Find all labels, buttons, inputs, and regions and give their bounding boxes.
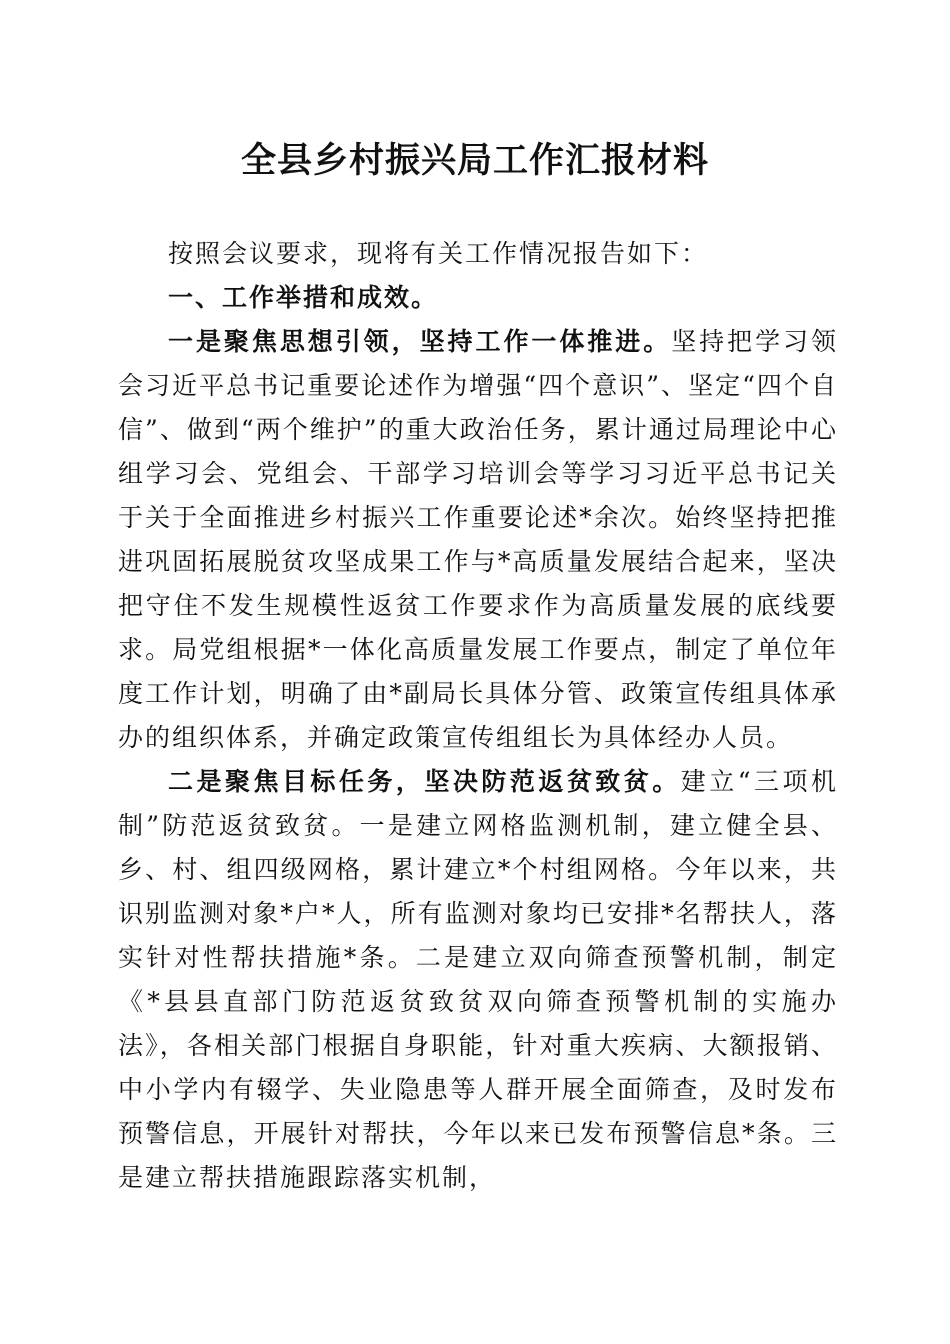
document-body [118,232,838,1200]
paragraph-1-text: 坚持把学习领会习近平总书记重要论述作为增强“四个意识”、坚定“四个自信”、做到“两个维护”的重大政治任务，累计通过局理论中心组学习会、党组会、干部学习培训会等学习习近平总书记关于关于全面推进乡村振兴工作重要论述*余次。始终坚持把推进巩固拓展脱贫攻坚成果工作与*高质量发展结合起来，坚决把守住不发生规模性返贫工作要求作为高质量发展的底线要求。局党组根据*一体化高质量发展工作要点，制定了单位年度工作计划，明确了由*副局长具体分管、政策宣传组具体承办的组织体系，并确定政策宣传组组长为具体经办人员。 [118,327,838,752]
intro-paragraph: 按照会议要求，现将有关工作情况报告如下： [168,239,709,268]
paragraph-1 [118,320,838,760]
paragraph-2-lead: 二是聚焦目标任务，坚决防范返贫致贫。 [168,767,681,796]
section-heading: 一、工作举措和成效。 [168,283,439,312]
paragraph-2 [118,760,838,1200]
paragraph-1-lead: 一是聚焦思想引领，坚持工作一体推进。 [168,327,672,356]
document-title: 全县乡村振兴局工作汇报材料 [240,140,709,181]
paragraph-2-text: 建立“三项机制”防范返贫致贫。一是建立网格监测机制，建立健全县、乡、村、组四级网格，累计建立*个村组网格。今年以来，共识别监测对象*户*人，所有监测对象均已安排*名帮扶人，落实针对性帮扶措施*条。二是建立双向筛查预警机制，制定《*县县直部门防范返贫致贫双向筛查预警机制的实施办法》，各相关部门根据自身职能，针对重大疾病、大额报销、中小学内有辍学、失业隐患等人群开展全面筛查，及时发布预警信息，开展针对帮扶，今年以来已发布预警信息*条。三是建立帮扶措施跟踪落实机制， [118,767,838,1192]
